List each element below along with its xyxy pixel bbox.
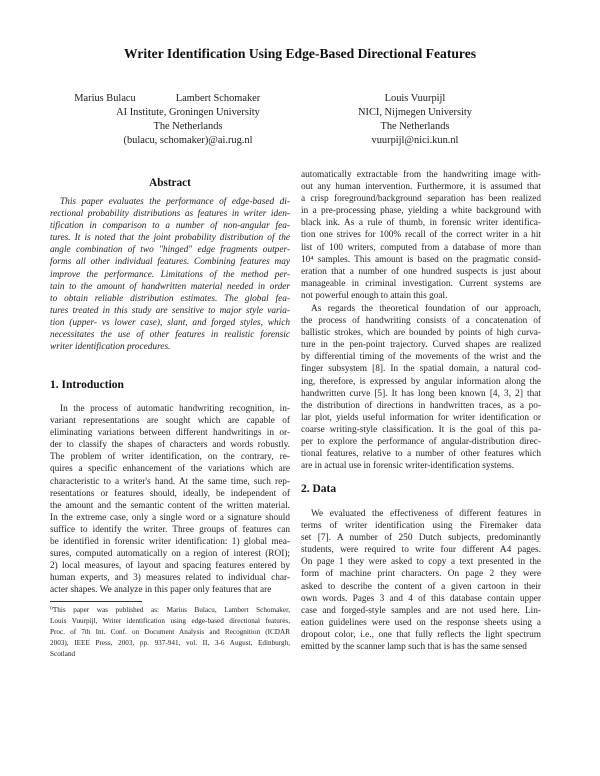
text-line: tional features, relative to a number of other features which bbox=[301, 449, 541, 460]
text-line: in a pre-processing phase, yielding a white background with bbox=[301, 206, 541, 217]
text-line: Proc. of 7th Int. Conf. on Document Analysis and Recognition (ICDAR bbox=[50, 628, 290, 636]
abstract-heading: Abstract bbox=[149, 177, 191, 189]
text-line: In the process of automatic handwriting recognition, in- bbox=[60, 404, 290, 414]
text-line: terms of writer identification using the Firemaker data bbox=[301, 521, 541, 532]
text-line: the amount and the semantic content of the written material. bbox=[50, 500, 290, 511]
affiliation-left bbox=[100, 106, 276, 148]
text-line: Scotland bbox=[50, 650, 76, 658]
text-line: writer identification procedures. bbox=[50, 342, 171, 353]
right-column-para1 bbox=[301, 169, 541, 302]
text-line: suffice to identify the writer. Three groups of features can bbox=[50, 524, 290, 535]
affiliation-country: The Netherlands bbox=[153, 121, 223, 132]
author-vuurpijl: Louis Vuurpijl bbox=[384, 93, 446, 104]
text-line: 10⁴ samples. This amount is based on the pragmatic consid- bbox=[301, 254, 541, 265]
data-body bbox=[301, 508, 541, 653]
text-line: tion one strives for 100% recall of the correct writer in a hit bbox=[301, 230, 541, 241]
text-line: We evaluated the effectiveness of different features in bbox=[311, 509, 541, 519]
text-line: the process of handwriting consists of a concatenation of bbox=[301, 316, 541, 327]
text-line: rectional probability distributions as features in writer iden- bbox=[50, 209, 290, 220]
text-line: eliminating variations between different handwritings in or- bbox=[50, 428, 290, 439]
text-line: This paper evaluates the performance of edge-based di- bbox=[60, 197, 290, 207]
text-line: The problem of writer identification, on the contrary, re- bbox=[50, 452, 290, 463]
text-line: forms all other individual features. Combining features may bbox=[50, 257, 290, 268]
text-line: ing, therefore, is expressed by angular information along the bbox=[301, 376, 541, 387]
text-line: ture in the pen-point trajectory. Curved shapes are realized bbox=[301, 340, 541, 351]
text-line: be identified in forensic writer identification: 1) global mea- bbox=[50, 537, 290, 548]
text-line: form of machine print characters. On page 2 they were bbox=[301, 569, 541, 580]
text-line: sures, computed automatically on a region of interest (ROI); bbox=[50, 549, 290, 560]
text-line: tification in comparison to a number of non-angular fea- bbox=[50, 221, 290, 232]
text-line: tion (upper- vs lower case), slant, and forged styles, which bbox=[50, 317, 290, 328]
text-line: list of 100 writers, computed from a database of more than bbox=[301, 242, 541, 253]
text-line: per to explore the performance of angular-distribution direc- bbox=[301, 437, 541, 448]
section-data-heading: 2. Data bbox=[301, 483, 337, 495]
footnote-rule bbox=[50, 601, 142, 602]
text-line: On page 1 they were asked to copy a text presented in the bbox=[301, 557, 541, 568]
text-line: tain to the amount of handwritten material needed in order bbox=[50, 281, 290, 292]
text-line: the distribution of directions in handwritten traces, as a po- bbox=[301, 400, 541, 411]
text-line: tures treated in this study are sensitive to major style varia- bbox=[50, 305, 290, 316]
text-line: eation guidelines were used on the response sheets using a bbox=[301, 617, 541, 628]
text-line: eration that a number of one hundred suspects is just about bbox=[301, 266, 541, 277]
text-line: improve the performance. Limitations of the method per- bbox=[50, 269, 290, 280]
text-line: manageable in criminal investigation. Current systems are bbox=[301, 278, 541, 289]
text-line: dropout color, i.e., one that fully reflects the light spectrum bbox=[301, 629, 541, 640]
abstract-body bbox=[50, 196, 290, 353]
introduction-body bbox=[50, 403, 290, 597]
text-line: human experts, and 3) measures related to individual char- bbox=[50, 573, 290, 584]
text-line: angle combination of two "hinged" edge fragments outper- bbox=[50, 245, 290, 256]
text-line: asked to describe the content of a given cartoon in their bbox=[301, 581, 541, 592]
text-line: der to classify the shapes of characters and words robustly. bbox=[50, 440, 290, 451]
text-line: students, were required to write four different A4 pages. bbox=[301, 545, 541, 556]
affiliation-institute: NICI, Nijmegen University bbox=[358, 107, 472, 118]
text-line: automatically extractable from the handwriting image with- bbox=[301, 170, 541, 180]
text-line: In the extreme case, only a single word or a signature should bbox=[50, 512, 290, 523]
affiliation-email[interactable]: vuurpijl@nici.kun.nl bbox=[371, 135, 459, 146]
text-line: characteristic to a writer's hand. At the same time, such rep- bbox=[50, 476, 290, 487]
text-line: ballistic strokes, which are bounded by points of high curva- bbox=[301, 328, 541, 339]
text-line: As regards the theoretical foundation of our approach, bbox=[311, 304, 541, 314]
paper-title: Writer Identification Using Edge-Based Directional Features bbox=[123, 46, 477, 61]
text-line: necessitates the use of other features in realistic forensic bbox=[50, 330, 290, 341]
footnote bbox=[50, 605, 290, 660]
text-line: tures. It is noted that the joint probability distribution of the bbox=[50, 233, 290, 244]
text-line: acter shapes. We analyze in this paper only features that are bbox=[50, 585, 272, 596]
text-line: not powerful enough to attain this goal. bbox=[301, 290, 448, 301]
affiliation-right bbox=[330, 106, 500, 148]
text-line: resentations or features should, ideally, be independent of bbox=[50, 488, 290, 499]
text-line: ⁰This paper was published as: Marius Bulacu, Lambert Schomaker, bbox=[50, 606, 290, 614]
text-line: to obtain reliable distribution estimates. The global fea- bbox=[50, 293, 290, 304]
text-line: own words. Pages 3 and 4 of this database contain upper bbox=[301, 593, 541, 604]
text-line: 2) local measures, of layout and spacing features entered by bbox=[50, 561, 290, 572]
author-bulacu: Marius Bulacu bbox=[74, 93, 136, 104]
affiliation-country: The Netherlands bbox=[380, 121, 450, 132]
author-schomaker: Lambert Schomaker bbox=[175, 93, 261, 104]
text-line: Louis Vuurpijl, Writer identification using edge-based directional features, bbox=[50, 617, 290, 625]
text-line: handwritten curve [5]. It has long been known [4, 3, 2] that bbox=[301, 388, 541, 399]
text-line: coarse writing-style classification. It is the goal of this pa- bbox=[301, 424, 541, 435]
text-line: by differential timing of the movements of the wrist and the bbox=[301, 352, 541, 363]
affiliation-institute: AI Institute, Groningen University bbox=[116, 107, 260, 118]
text-line: variant representations are sought which are capable of bbox=[50, 416, 290, 427]
text-line: set [7]. A number of 250 Dutch subjects, predominantly bbox=[301, 533, 541, 544]
text-line: finger subsystem [8]. In the spatial domain, a natural cod- bbox=[301, 364, 541, 375]
text-line: black ink. As a rule of thumb, in forensic writer identifica- bbox=[301, 218, 541, 229]
text-line: a crisp foreground/background separation has been realized bbox=[301, 194, 541, 205]
text-line: emitted by the scanner lamp such that is has the same sensed bbox=[301, 642, 527, 653]
right-column-para2 bbox=[301, 303, 541, 472]
text-line: 2003), IEEE Press, 2003, pp. 937-941, vol. II, 3-6 August, Edinburgh, bbox=[50, 639, 290, 647]
text-line: out any human intervention. Furthermore, it is assumed that bbox=[301, 182, 541, 193]
text-line: case and forged-style samples and are not used here. Lin- bbox=[301, 605, 541, 616]
affiliation-email[interactable]: (bulacu, schomaker)@ai.rug.nl bbox=[123, 135, 253, 146]
section-introduction-heading: 1. Introduction bbox=[50, 379, 124, 391]
text-line: quires a specific enhancement of the variations which are bbox=[50, 464, 290, 475]
text-line: are in actual use in forensic writer-identification systems. bbox=[301, 461, 515, 472]
text-line: lar plot, yields useful information for writer identification or bbox=[301, 412, 541, 423]
